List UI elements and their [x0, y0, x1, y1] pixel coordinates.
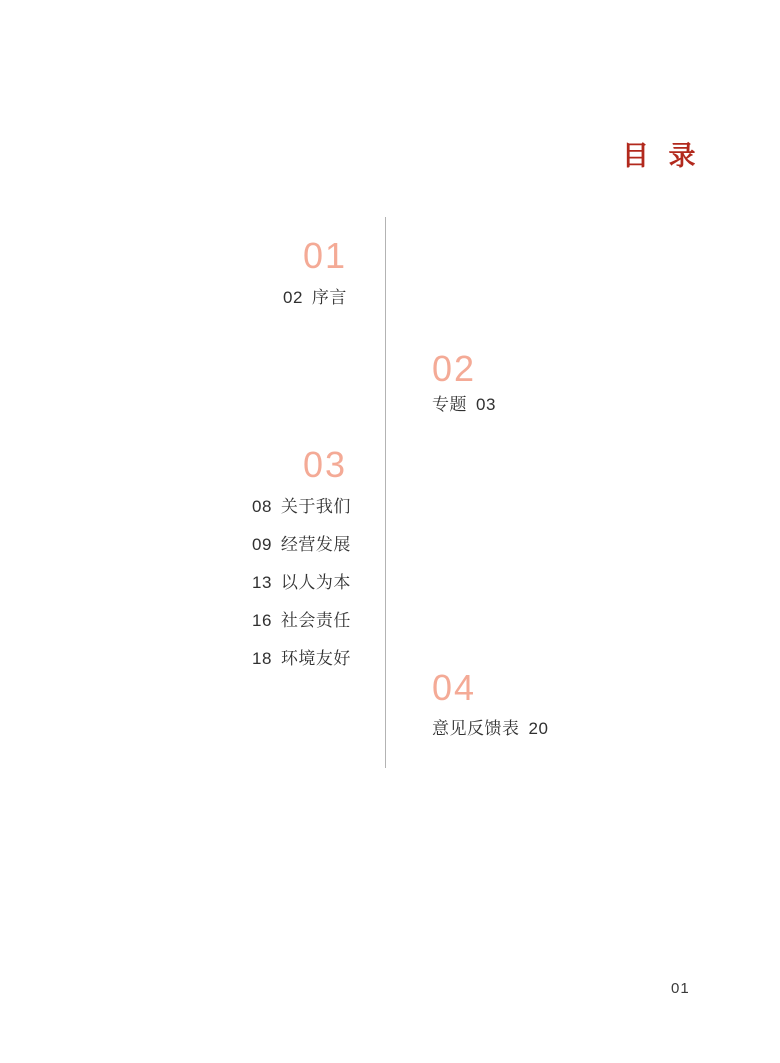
toc-entry-people-oriented[interactable] [252, 573, 351, 593]
footer-page-number: 01 [671, 980, 690, 997]
toc-entry-environment-friendly[interactable] [252, 649, 351, 669]
entry-page-number: 18 [252, 649, 272, 668]
toc-entry-business-development[interactable] [252, 535, 351, 555]
entry-page-number: 16 [252, 611, 272, 630]
entry-page-number: 03 [476, 395, 496, 414]
toc-entry-preface[interactable] [283, 288, 347, 308]
entry-page-number: 13 [252, 573, 272, 592]
vertical-divider [385, 217, 386, 768]
entry-label: 序言 [311, 288, 347, 307]
entry-label: 环境友好 [280, 649, 351, 668]
entry-label: 意见反馈表 [432, 719, 520, 738]
entry-label: 社会责任 [280, 611, 351, 630]
toc-entry-social-responsibility[interactable] [252, 611, 351, 631]
section-03-entry-list [252, 497, 351, 687]
toc-entry-about-us[interactable] [252, 497, 351, 517]
section-04-number: 04 [432, 667, 477, 708]
entry-label: 专题 [432, 395, 467, 414]
section-02-number: 02 [432, 348, 477, 389]
entry-label: 以人为本 [280, 573, 351, 592]
entry-page-number: 08 [252, 497, 272, 516]
entry-page-number: 09 [252, 535, 272, 554]
page-title: 目 录 [622, 141, 702, 171]
section-03-number: 03 [303, 444, 348, 485]
entry-page-number: 20 [528, 719, 549, 738]
toc-entry-feedback-form[interactable] [432, 719, 548, 739]
toc-entry-special-topic[interactable] [432, 395, 496, 415]
entry-label: 经营发展 [280, 535, 351, 554]
section-01-number: 01 [303, 235, 348, 276]
entry-page-number: 02 [283, 288, 303, 307]
entry-label: 关于我们 [280, 497, 351, 516]
